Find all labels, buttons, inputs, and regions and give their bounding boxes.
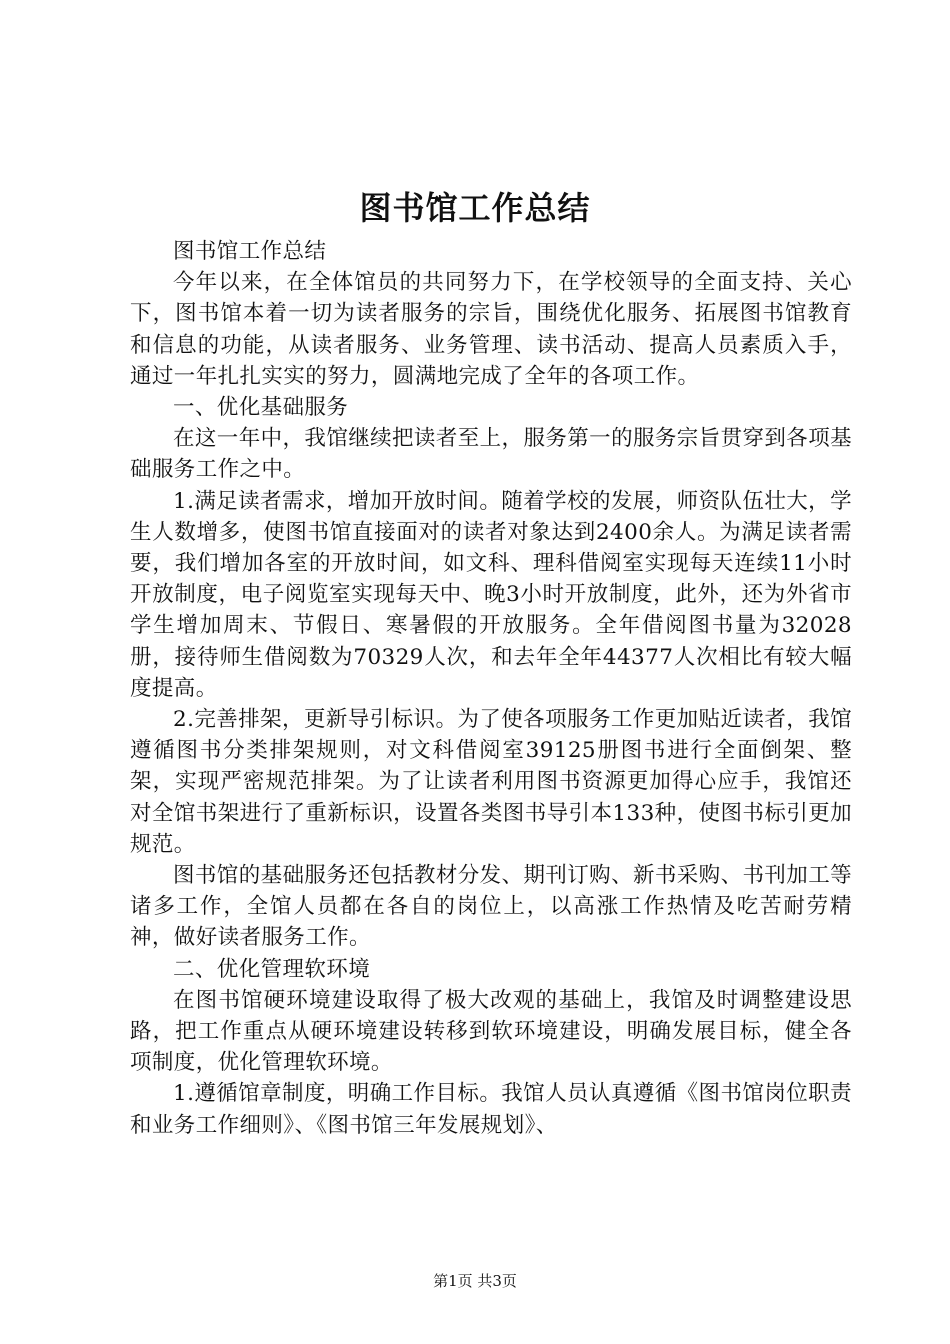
section-heading-1: 一、优化基础服务 [173, 395, 349, 421]
paragraph-section-2-intro: 在图书馆硬环境建设取得了极大改观的基础上，我馆及时调整建设思路，把工作重点从硬环境建设转移到软环境建设，明确发展目标，健全各项制度，优化管理软环境。 [130, 987, 852, 1076]
paragraph-heading-repeat: 图书馆工作总结 [173, 239, 327, 264]
document-body [130, 236, 852, 1141]
paragraph-item-1: 1.满足读者需求，增加开放时间。随着学校的发展，师资队伍壮大，学生人数增多，使图书馆直接面对的读者对象达到2400余人。为满足读者需要，我们增加各室的开放时间，如文科、理科借阅室实现每天连续11小时开放制度，电子阅览室实现每天中、晚3小时开放制度，此外，还为外省市学生增加周末、节假日、寒暑假的开放服务。全年借阅图书量为32028册，接待师生借阅数为70329人次，和去年全年44377人次相比有较大幅度提高。 [130, 488, 852, 701]
paragraph-section-2-item-1: 1.遵循馆章制度，明确工作目标。我馆人员认真遵循《图书馆岗位职责和业务工作细则》、《图书馆三年发展规划》、 [130, 1081, 852, 1138]
page-footer: 第1页 共3页 [433, 1272, 517, 1290]
paragraph-basic-services: 图书馆的基础服务还包括教材分发、期刊订购、新书采购、书刊加工等诸多工作，全馆人员都在各自的岗位上，以高涨工作热情及吃苦耐劳精神，做好读者服务工作。 [130, 863, 852, 951]
section-heading-2: 二、优化管理软环境 [173, 956, 371, 982]
paragraph-section-1-intro: 在这一年中，我馆继续把读者至上，服务第一的服务宗旨贯穿到各项基础服务工作之中。 [130, 426, 852, 483]
document-title: 图书馆工作总结 [359, 189, 591, 227]
paragraph-intro: 今年以来，在全体馆员的共同努力下，在学校领导的全面支持、关心下，图书馆本着一切为读者服务的宗旨，围绕优化服务、拓展图书馆教育和信息的功能，从读者服务、业务管理、读书活动、提高人员素质入手，通过一年扎扎实实的努力，圆满地完成了全年的各项工作。 [130, 270, 852, 389]
paragraph-item-2: 2.完善排架，更新导引标识。为了使各项服务工作更加贴近读者，我馆遵循图书分类排架规则，对文科借阅室39125册图书进行全面倒架、整架，实现严密规范排架。为了让读者利用图书资源更加得心应手，我馆还对全馆书架进行了重新标识，设置各类图书导引本133种，使图书标引更加规范。 [130, 707, 852, 857]
